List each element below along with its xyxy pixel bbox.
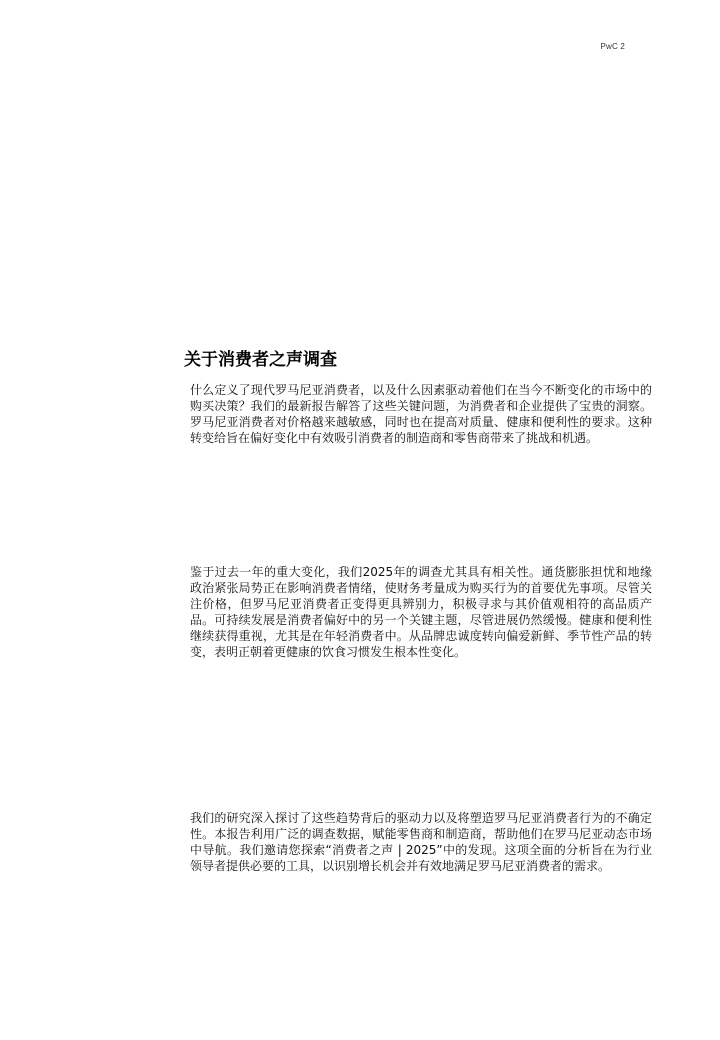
page-number-label: PwC 2 — [600, 42, 625, 51]
research-paragraph: 我们的研究深入探讨了这些趋势背后的驱动力以及将塑造罗马尼亚消费者行为的不确定性。本报告利用广泛的调查数据，赋能零售商和制造商，帮助他们在罗马尼亚动态市场中导航。我们邀请您探索“消费者之声 | 2025”中的发现。这项全面的分析旨在为行业领导者提供必要的工具，以识别增长机会并有效地满足罗马尼亚消费者的需求。 — [190, 811, 652, 873]
context-paragraph: 鉴于过去一年的重大变化，我们2025年的调查尤其具有相关性。通货膨胀担忧和地缘政治紧张局势正在影响消费者情绪，使财务考量成为购买行为的首要优先事项。尽管关注价格，但罗马尼亚消费者正变得更具辨别力，积极寻求与其价值观相符的高品质产品。可持续发展是消费者偏好中的另一个关键主题，尽管进展仍然缓慢。健康和便利性继续获得重视，尤其是在年轻消费者中。从品牌忠诚度转向偏爱新鲜、季节性产品的转变，表明正朝着更健康的饮食习惯发生根本性变化。 — [190, 565, 652, 659]
intro-paragraph: 什么定义了现代罗马尼亚消费者，以及什么因素驱动着他们在当今不断变化的市场中的购买决策？我们的最新报告解答了这些关键问题，为消费者和企业提供了宝贵的洞察。罗马尼亚消费者对价格越来越敏感，同时也在提高对质量、健康和便利性的要求。这种转变给旨在偏好变化中有效吸引消费者的制造商和零售商带来了挑战和机遇。 — [190, 383, 652, 445]
section-title: 关于消费者之声调查 — [184, 350, 337, 370]
